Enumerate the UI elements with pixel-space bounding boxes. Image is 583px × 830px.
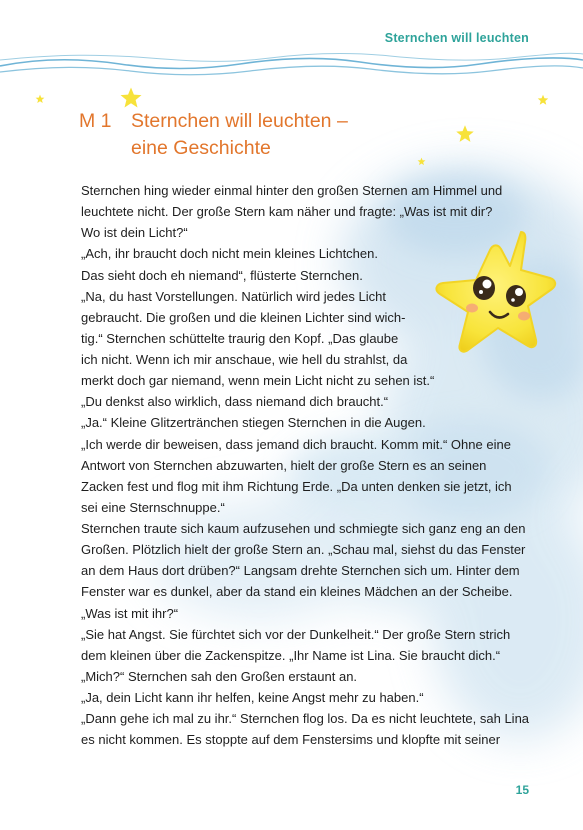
star-icon [417,157,426,166]
story-text [81,180,551,750]
story-line: „Dann gehe ich mal zu ihr.“ Sternchen flog los. Da es nicht leuchtete, sah Lina [81,711,530,727]
heading-title-line-2: eine Geschichte [131,137,271,159]
story-line: merkt doch gar niemand, wenn mein Licht nicht zu sehen ist.“ [81,373,435,389]
story-line: „Ja, dein Licht kann ihr helfen, keine Angst mehr zu haben.“ [81,690,424,705]
story-line: es nicht kommen. Es stoppte auf dem Fenstersims und klopfte mit seiner [81,732,501,748]
story-line: Zacken fest und flog mit ihm Richtung Erde. „Da unten denken sie jetzt, ich [81,478,512,494]
story-line: Antwort von Sternchen abzuwarten, hielt der große Stern es an seinen [81,457,487,473]
story-line: leuchtete nicht. Der große Stern kam näher und fragte: „Was ist mit dir? [81,204,493,220]
story-line: sei eine Sternschnuppe.“ [81,499,225,515]
story-line: „Ach, ihr braucht doch nicht mein kleines Lichtchen. [81,246,378,262]
story-line: an dem Haus dort drüben?“ Langsam drehte Sternchen sich um. Hinter dem [81,563,520,579]
story-line: Das sieht doch eh niemand“, flüsterte Sternchen. [81,267,363,283]
story-line: tig.“ Sternchen schüttelte traurig den Kopf. „Das glaube [81,330,399,346]
story-line: Fenster war es dunkel, aber da stand ein kleines Mädchen an der Scheibe. [81,584,513,600]
story-line: „Sie hat Angst. Sie fürchtet sich vor der Dunkelheit.“ Der große Stern strich [81,626,511,642]
heading-title-line-1: Sternchen will leuchten – [131,110,348,132]
story-line: Großen. Plötzlich hielt der große Stern an. „Schau mal, siehst du das Fenster [81,542,526,558]
story-line: Sternchen hing wieder einmal hinter den großen Sternen am Himmel und [81,183,503,198]
star-icon [118,86,144,110]
story-line: Wo ist dein Licht?“ [81,225,188,241]
story-line: Sternchen traute sich kaum aufzusehen und schmiegte sich ganz eng an den [81,521,526,536]
wave-lines [0,44,583,80]
star-icon [454,124,476,144]
story-line: ich nicht. Wenn ich mir anschaue, wie hell du strahlst, da [81,352,408,367]
page-number: 15 [515,783,529,797]
story-line: „Na, du hast Vorstellungen. Natürlich wird jedes Licht [81,288,386,304]
story-line: „Ich werde dir beweisen, dass jemand dich braucht. Komm mit.“ Ohne eine [81,436,511,452]
star-icon [537,94,549,106]
heading-number: M 1 [79,110,112,132]
story-line: „Mich?“ Sternchen sah den Großen erstaunt an. [81,668,358,684]
running-head: Sternchen will leuchten [384,31,529,45]
star-icon [35,94,45,104]
story-line: gebraucht. Die großen und die kleinen Lichter sind wich- [81,309,406,325]
story-line: „Ja.“ Kleine Glitzertränchen stiegen Sternchen in die Augen. [81,415,426,431]
story-line: dem kleinen über die Zackenspitze. „Ihr Name ist Lina. Sie braucht dich.“ [81,647,501,663]
story-line: „Was ist mit ihr?“ [81,605,179,621]
story-line: „Du denkst also wirklich, dass niemand dich braucht.“ [81,394,389,410]
